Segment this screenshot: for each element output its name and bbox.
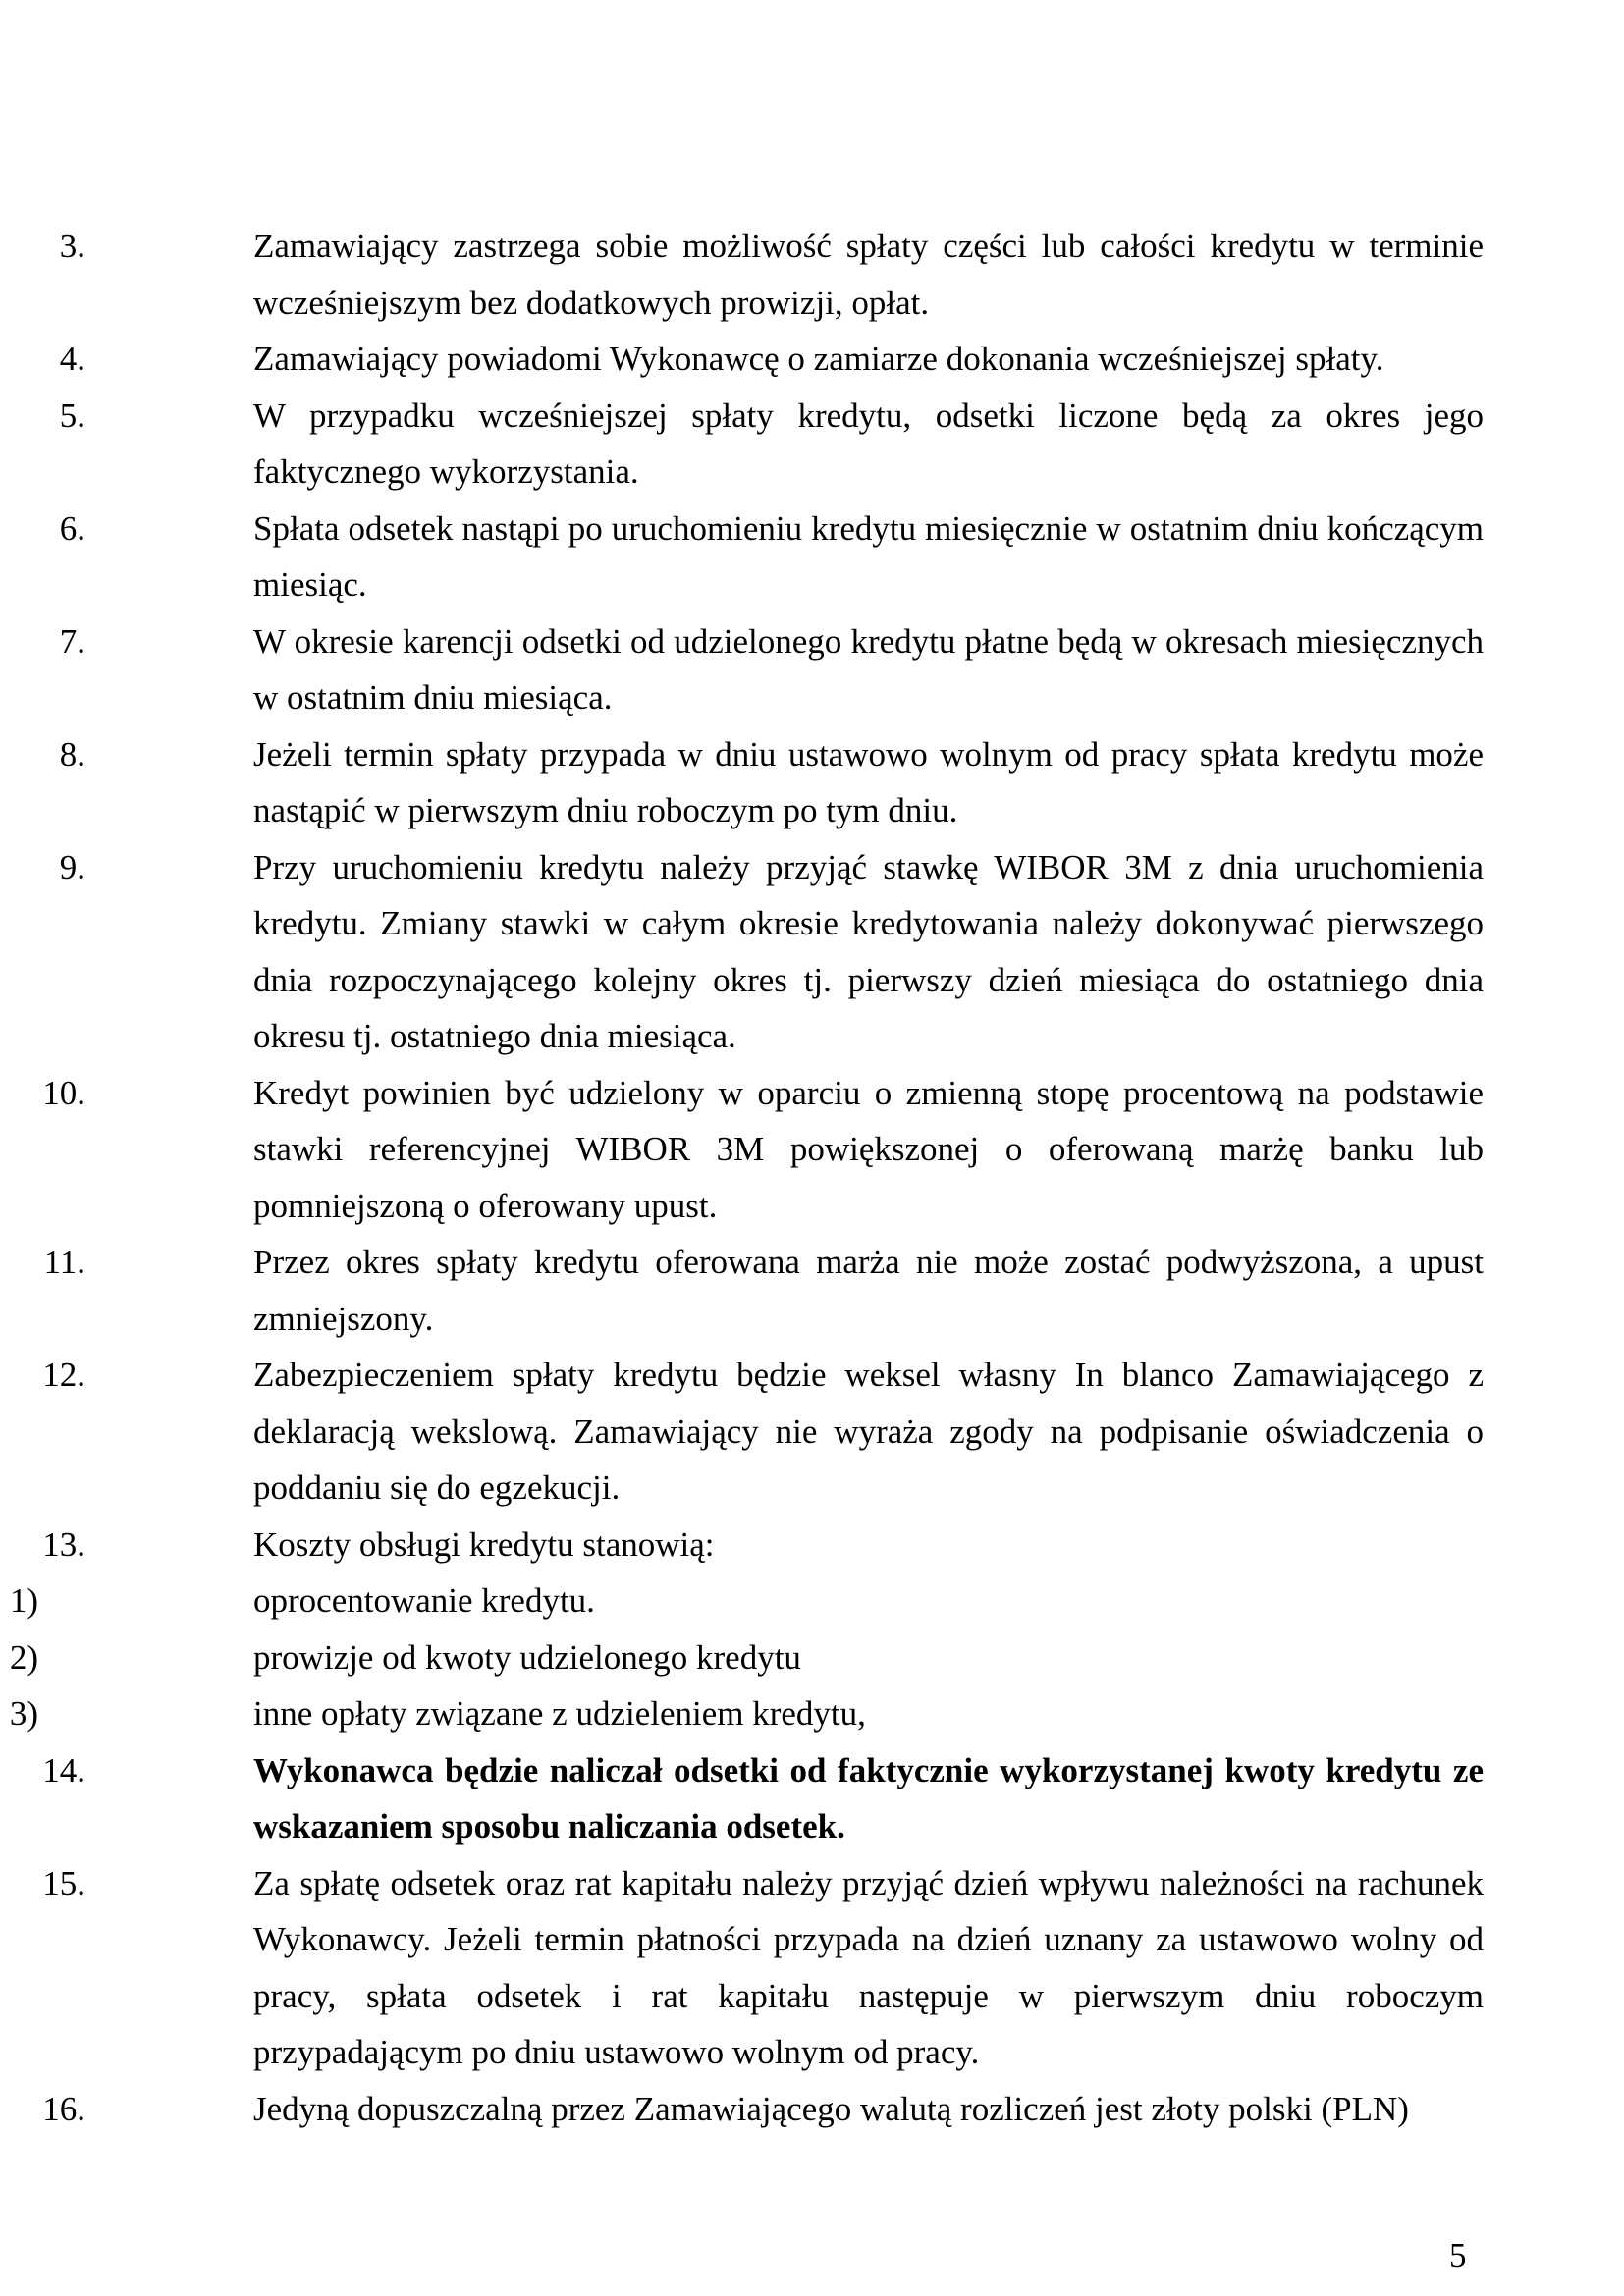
list-item-number: 11. [43,1243,85,1281]
list-item-number: 4. [59,340,85,378]
list-item-text: Przy uruchomieniu kredytu należy przyjąć stawkę WIBOR 3M z dnia uruchomienia kredytu. Zmiany stawki w całym okresie kredytowania należy dokonywać pierwszego dnia rozpoczynającego kolejny okres tj. pierwszy dzień miesiąca do ostatniego dnia okresu tj. ostatniego dnia miesiąca. [253,847,1484,1055]
list-item-text: Zamawiający zastrzega sobie możliwość spłaty części lub całości kredytu w terminie wcześniejszym bez dodatkowych prowizji, opłat. [253,227,1484,322]
list-item-number: 7. [59,621,85,661]
list-item-text: Zabezpieczeniem spłaty kredytu będzie weksel własny In blanco Zamawiającego z deklaracją wekslową. Zamawiający nie wyraża zgody na podpisanie oświadczenia o poddaniu się do egzekucji. [253,1356,1484,1507]
list-item-text: Koszty obsługi kredytu stanowią: [253,1524,715,1564]
list-item-number: 12. [42,1356,85,1394]
list-item-14 [0,1742,1484,1855]
list-item-text: Jedyną dopuszczalną przez Zamawiającego walutą rozliczeń jest złoty polski (PLN) [253,2089,1409,2128]
list-item-text: Przez okres spłaty kredytu oferowana marża nie może zostać podwyższona, a upust zmniejszony. [253,1243,1484,1338]
sub-list-item-number: 3) [9,1694,38,1733]
list-item-number: 16. [42,2089,85,2128]
page-number: 5 [1449,2236,1467,2274]
list-item-10 [0,1065,1484,1235]
list-item-number: 10. [42,1073,85,1112]
list-item-13 [0,1517,1484,1574]
sub-list-item-text: inne opłaty związane z udzieleniem kredytu, [253,1694,866,1733]
numbered-list [0,218,1624,2137]
sub-list-item-2 [0,1629,1484,1686]
list-item-6 [0,501,1484,614]
sub-list-item-text: prowizje od kwoty udzielonego kredytu [253,1637,801,1677]
list-item-text: W przypadku wcześniejszej spłaty kredytu, odsetki liczone będą za okres jego faktycznego wykorzystania. [253,396,1484,491]
sub-list-item-number: 2) [9,1637,38,1677]
sub-list-item-text: oprocentowanie kredytu. [253,1581,595,1620]
list-item-8 [0,726,1484,839]
list-item-5 [0,388,1484,501]
list-item-number: 3. [59,227,85,265]
list-item-12 [0,1347,1484,1517]
list-item-3 [0,218,1484,331]
sub-list-item-number: 1) [9,1581,38,1620]
list-item-text: Za spłatę odsetek oraz rat kapitału należy przyjąć dzień wpływu należności na rachunek Wykonawcy. Jeżeli termin płatności przypada na dzień uznany za ustawowo wolny od pracy, spłata odsetek i rat kapitału następuje w pierwszym dniu roboczym przypadającym po dniu ustawowo wolnym od pracy. [253,1863,1484,2071]
list-item-number: 5. [59,396,85,435]
list-item-number: 13. [42,1524,85,1564]
list-item-text: Spłata odsetek nastąpi po uruchomieniu kredytu miesięcznie w ostatnim dniu kończącym miesiąc. [253,508,1484,604]
list-item-number: 14. [42,1750,85,1789]
list-item-text: Kredyt powinien być udzielony w oparciu o zmienną stopę procentową na podstawie stawki referencyjnej WIBOR 3M powiększonej o oferowaną marżę banku lub pomniejszoną o oferowany upust. [253,1073,1484,1225]
list-item-15 [0,1855,1484,2081]
list-item-9 [0,839,1484,1065]
list-item-text: Jeżeli termin spłaty przypada w dniu ustawowo wolnym od pracy spłata kredytu może nastąpić w pierwszym dniu roboczym po tym dniu. [253,734,1484,829]
list-item-11 [0,1234,1484,1347]
list-item-text: Wykonawca będzie naliczał odsetki od faktycznie wykorzystanej kwoty kredytu ze wskazaniem sposobu naliczania odsetek. [253,1750,1484,1845]
list-item-text: Zamawiający powiadomi Wykonawcę o zamiarze dokonania wcześniejszej spłaty. [253,340,1384,378]
list-item-4 [0,331,1484,388]
list-item-number: 15. [42,1863,85,1902]
list-item-number: 9. [59,847,85,886]
list-item-16 [0,2081,1484,2138]
sub-list-item-1 [0,1573,1484,1629]
list-item-7 [0,614,1484,726]
sub-list-item-3 [0,1685,1484,1742]
list-item-number: 6. [59,508,85,548]
list-item-text: W okresie karencji odsetki od udzielonego kredytu płatne będą w okresach miesięcznych w ostatnim dniu miesiąca. [253,621,1484,717]
list-item-number: 8. [59,734,85,774]
